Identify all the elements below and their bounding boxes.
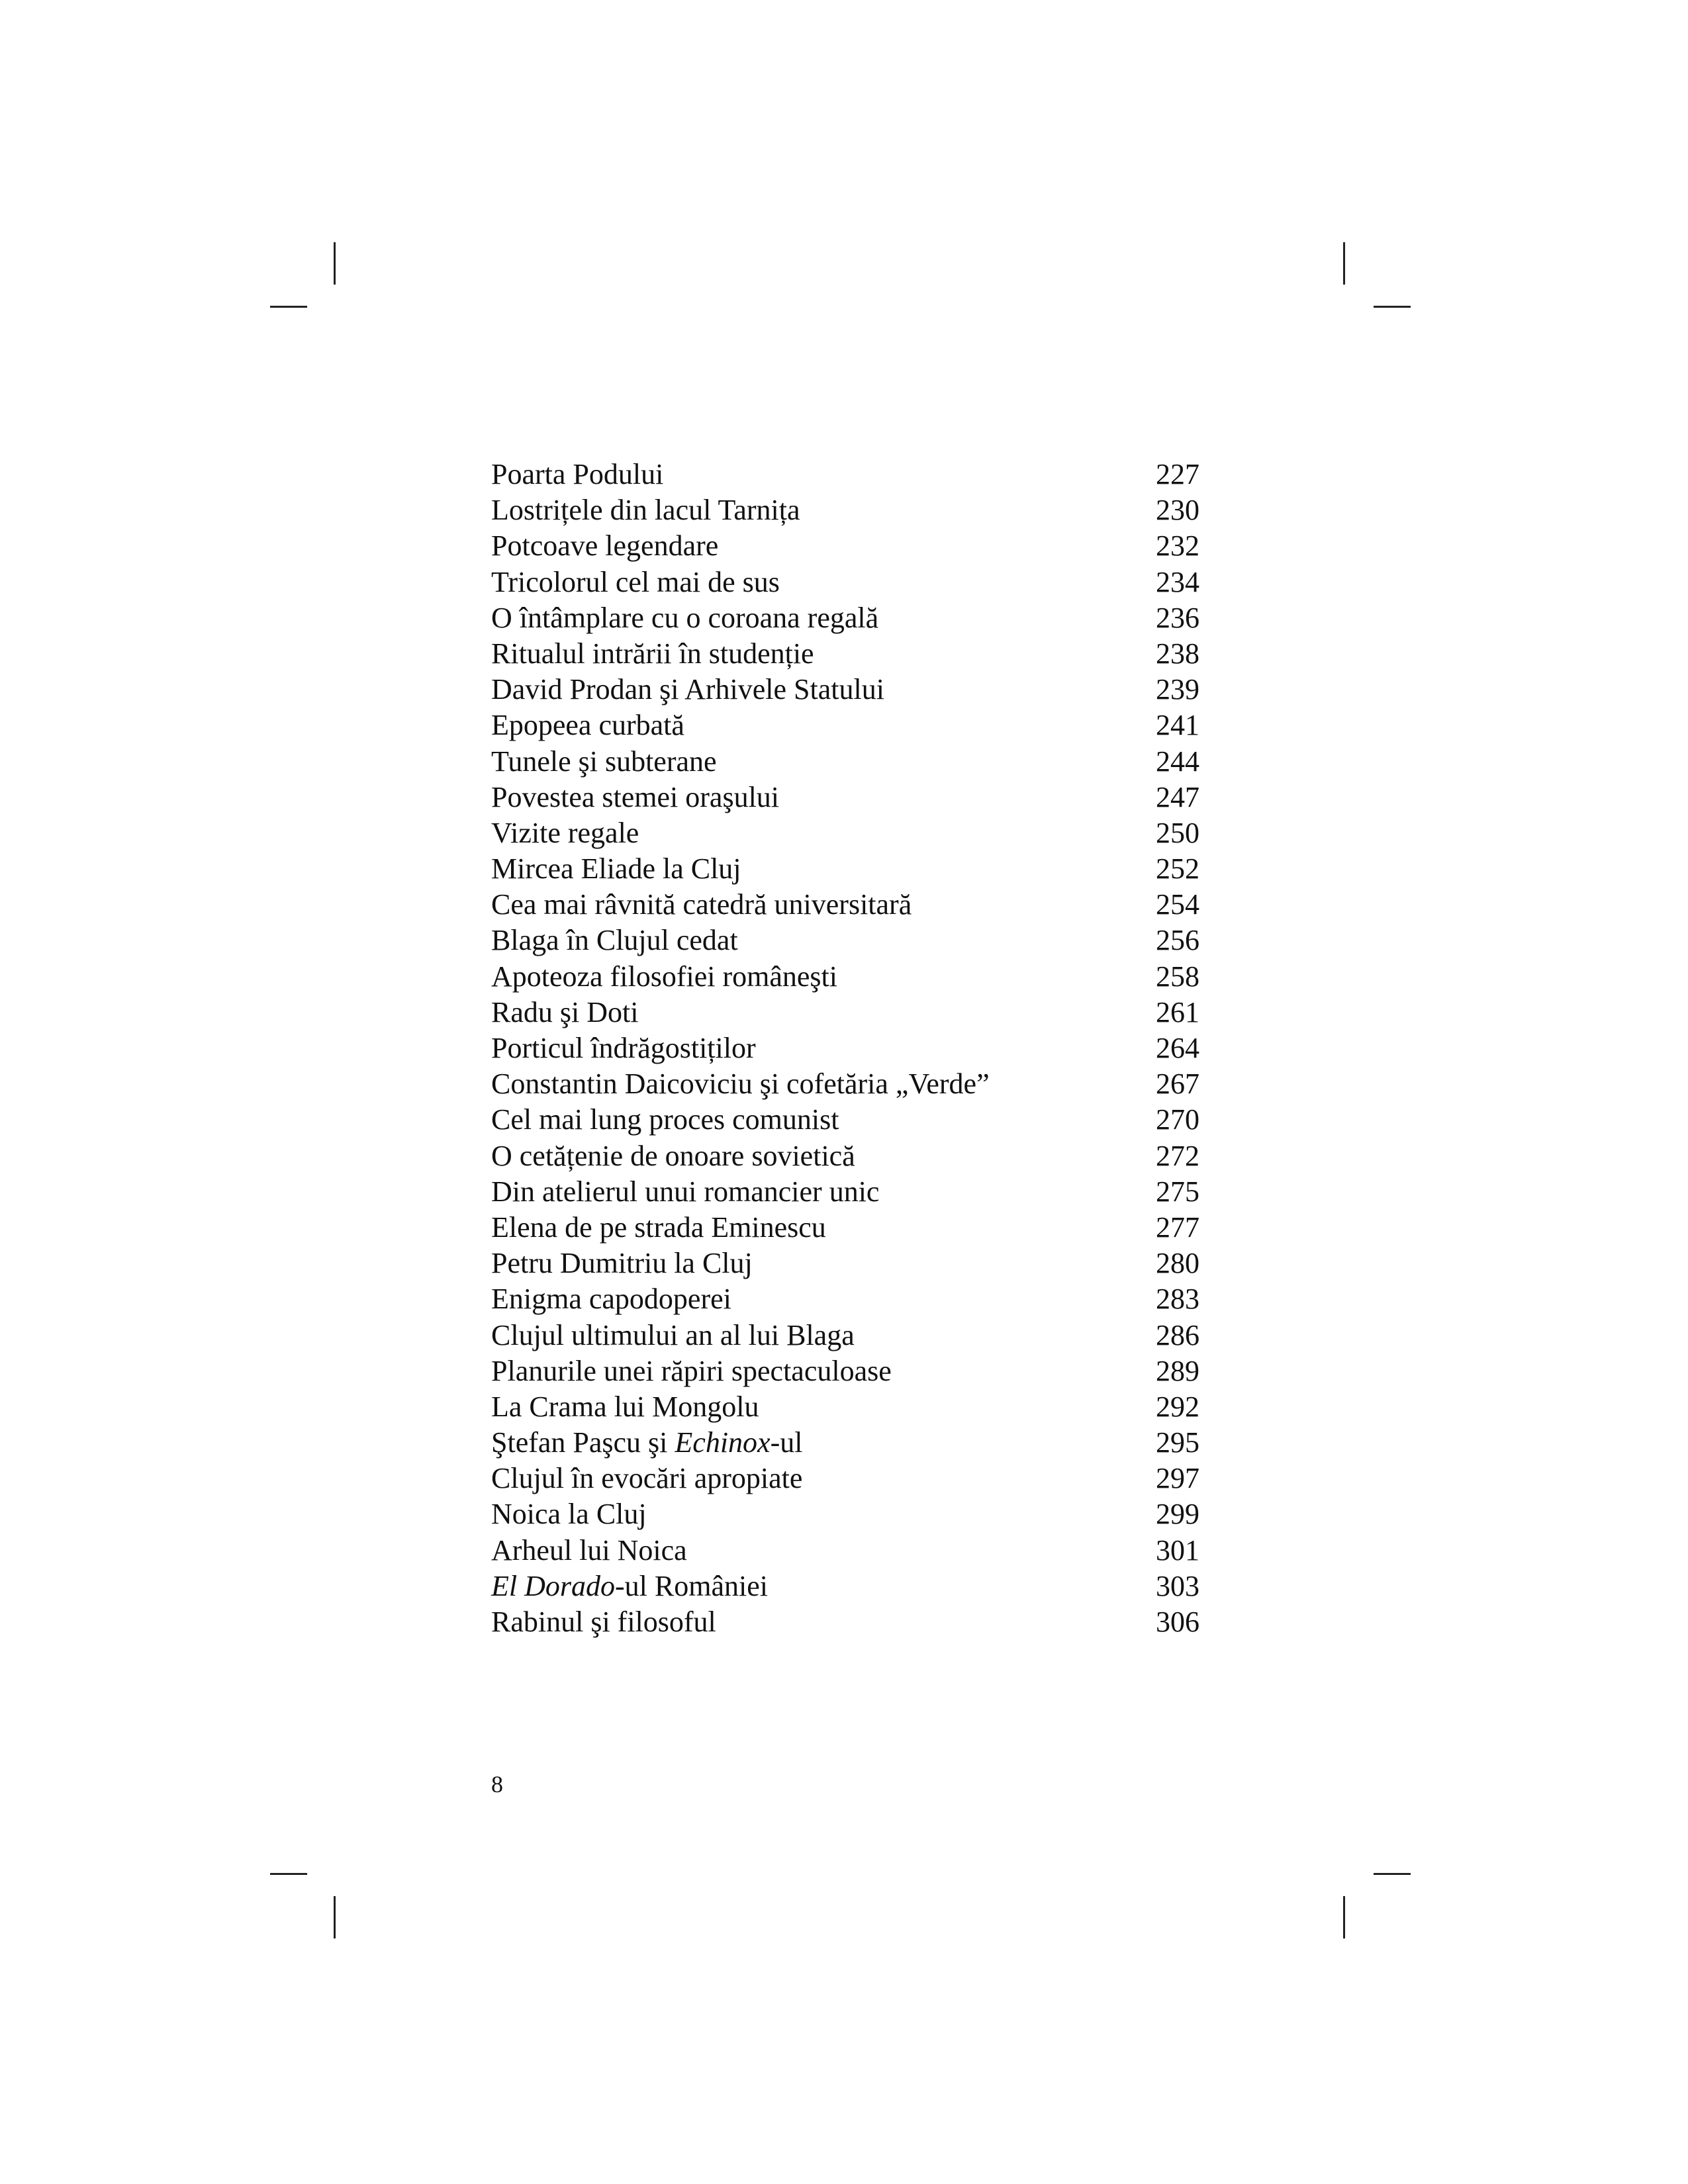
toc-entry	[491, 492, 1199, 528]
toc-entry-page: 239	[1156, 673, 1199, 706]
toc-entry	[491, 923, 1199, 958]
table-of-contents	[491, 457, 1199, 1640]
toc-entry-title: Clujul ultimului an al lui Blaga	[491, 1318, 855, 1351]
toc-entry-title: Mircea Eliade la Cluj	[491, 852, 741, 886]
toc-entry-title	[491, 1569, 768, 1604]
toc-entry	[491, 1353, 1199, 1389]
toc-entry	[491, 1496, 1199, 1532]
toc-entry-title: Din atelierul unui romancier unic	[491, 1175, 880, 1208]
toc-entry	[491, 565, 1199, 600]
toc-entry-page: 301	[1156, 1533, 1199, 1567]
toc-entry-page: 230	[1156, 494, 1199, 527]
toc-entry-page: 286	[1156, 1318, 1199, 1351]
toc-entry-title: Arheul lui Noica	[491, 1533, 687, 1567]
crop-mark-top-left-horizontal	[270, 306, 307, 308]
toc-entry-title: Poarta Podului	[491, 458, 664, 490]
toc-entry	[491, 1281, 1199, 1317]
toc-entry-page: 295	[1156, 1426, 1199, 1459]
toc-entry-title: Radu şi Doti	[491, 995, 639, 1028]
toc-entry	[491, 1210, 1199, 1246]
toc-entry-page: 247	[1156, 780, 1199, 813]
toc-entry-page: 306	[1156, 1606, 1199, 1638]
toc-entry-page: 267	[1156, 1068, 1199, 1101]
toc-entry	[491, 1030, 1199, 1066]
toc-entry	[491, 672, 1199, 707]
toc-entry	[491, 1604, 1199, 1640]
toc-entry-title-part: -ul României	[615, 1569, 768, 1602]
toc-entry	[491, 600, 1199, 636]
toc-entry-title: Clujul în evocări apropiate	[491, 1462, 803, 1495]
toc-entry-page: 250	[1156, 816, 1199, 849]
toc-entry-title: Lostrițele din lacul Tarnița	[491, 494, 800, 527]
toc-entry-page: 256	[1156, 924, 1199, 957]
toc-entry-page: 280	[1156, 1247, 1199, 1280]
toc-entry-title: Vizite regale	[491, 816, 639, 849]
page-number: 8	[491, 1771, 503, 1797]
toc-entry	[491, 707, 1199, 743]
toc-entry	[491, 528, 1199, 564]
toc-entry	[491, 457, 1199, 492]
toc-entry-title: Tricolorul cel mai de sus	[491, 565, 780, 598]
toc-entry	[491, 1533, 1199, 1569]
toc-entry-title: Porticul îndrăgostiților	[491, 1032, 756, 1064]
toc-entry-title: Constantin Daicoviciu şi cofetăria „Verde”	[491, 1068, 990, 1101]
toc-entry-title: Planurile unei răpiri spectaculoase	[491, 1354, 892, 1387]
toc-entry-title: Blaga în Clujul cedat	[491, 924, 738, 957]
toc-entry	[491, 1102, 1199, 1138]
toc-entry	[491, 780, 1199, 815]
toc-entry-title: Potcoave legendare	[491, 529, 719, 563]
toc-entry-title: Noica la Cluj	[491, 1498, 647, 1531]
toc-entry-page: 277	[1156, 1210, 1199, 1244]
toc-entry-page: 270	[1156, 1103, 1199, 1136]
toc-entry	[491, 744, 1199, 780]
toc-entry-page: 236	[1156, 601, 1199, 634]
toc-entry	[491, 1138, 1199, 1174]
toc-entry-title: O cetățenie de onoare sovietică	[491, 1139, 855, 1172]
toc-entry-page: 272	[1156, 1139, 1199, 1172]
toc-entry-page: 254	[1156, 888, 1199, 921]
toc-entry-page: 232	[1156, 529, 1199, 563]
toc-entry	[491, 887, 1199, 923]
toc-entry-page: 303	[1156, 1569, 1199, 1602]
crop-mark-top-right-vertical	[1343, 242, 1345, 285]
crop-mark-bottom-left-horizontal	[270, 1873, 307, 1875]
toc-entry-title: Ritualul intrării în studenție	[491, 637, 814, 670]
toc-entry	[491, 995, 1199, 1030]
crop-mark-bottom-left-vertical	[334, 1896, 336, 1938]
toc-entry-title: Rabinul şi filosoful	[491, 1606, 716, 1638]
toc-entry-title: Cel mai lung proces comunist	[491, 1103, 839, 1136]
toc-entry	[491, 1425, 1199, 1461]
toc-entry	[491, 1174, 1199, 1210]
toc-entry	[491, 1461, 1199, 1496]
crop-mark-bottom-right-vertical	[1343, 1896, 1345, 1938]
toc-entry-page: 297	[1156, 1462, 1199, 1495]
toc-entry-title	[491, 1425, 802, 1461]
toc-entry-page: 258	[1156, 960, 1199, 993]
toc-entry-title: Apoteoza filosofiei româneşti	[491, 960, 837, 993]
crop-mark-bottom-right-horizontal	[1374, 1873, 1411, 1875]
toc-entry-title: Tunele şi subterane	[491, 745, 717, 778]
toc-entry	[491, 1389, 1199, 1425]
toc-entry-title-part: Ştefan Paşcu şi	[491, 1426, 675, 1459]
toc-entry-title: O întâmplare cu o coroana regală	[491, 601, 879, 634]
toc-entry-page: 264	[1156, 1032, 1199, 1064]
toc-entry-title: Elena de pe strada Eminescu	[491, 1210, 826, 1244]
toc-entry	[491, 959, 1199, 995]
toc-entry-title: Epopeea curbată	[491, 709, 684, 742]
toc-entry	[491, 851, 1199, 887]
toc-entry-title: Enigma capodoperei	[491, 1283, 731, 1316]
crop-mark-top-left-vertical	[334, 242, 336, 285]
toc-entry-title-part: -ul	[770, 1426, 803, 1459]
toc-entry	[491, 1569, 1199, 1604]
toc-entry-title: David Prodan şi Arhivele Statului	[491, 673, 884, 706]
toc-entry-title-italic: Echinox	[675, 1426, 771, 1459]
toc-entry-page: 292	[1156, 1390, 1199, 1423]
toc-entry-title: Petru Dumitriu la Cluj	[491, 1247, 753, 1280]
toc-entry-page: 275	[1156, 1175, 1199, 1208]
toc-entry-title: Povestea stemei oraşului	[491, 780, 780, 813]
toc-entry	[491, 815, 1199, 851]
toc-entry-page: 252	[1156, 852, 1199, 886]
toc-entry	[491, 1318, 1199, 1353]
toc-entry-title: La Crama lui Mongolu	[491, 1390, 759, 1423]
toc-entry-title-italic: El Dorado	[491, 1569, 615, 1602]
toc-entry-page: 283	[1156, 1283, 1199, 1316]
toc-entry-page: 261	[1156, 995, 1199, 1028]
toc-entry-page: 238	[1156, 637, 1199, 670]
toc-entry	[491, 1066, 1199, 1102]
toc-entry-page: 289	[1156, 1354, 1199, 1387]
toc-entry-page: 299	[1156, 1498, 1199, 1531]
toc-entry-page: 234	[1156, 565, 1199, 598]
toc-entry-page: 227	[1156, 458, 1199, 490]
toc-entry-page: 244	[1156, 745, 1199, 778]
toc-entry	[491, 636, 1199, 672]
toc-entry-page: 241	[1156, 709, 1199, 742]
toc-entry	[491, 1246, 1199, 1281]
toc-entry-title: Cea mai râvnită catedră universitară	[491, 888, 912, 921]
crop-mark-top-right-horizontal	[1374, 306, 1411, 308]
